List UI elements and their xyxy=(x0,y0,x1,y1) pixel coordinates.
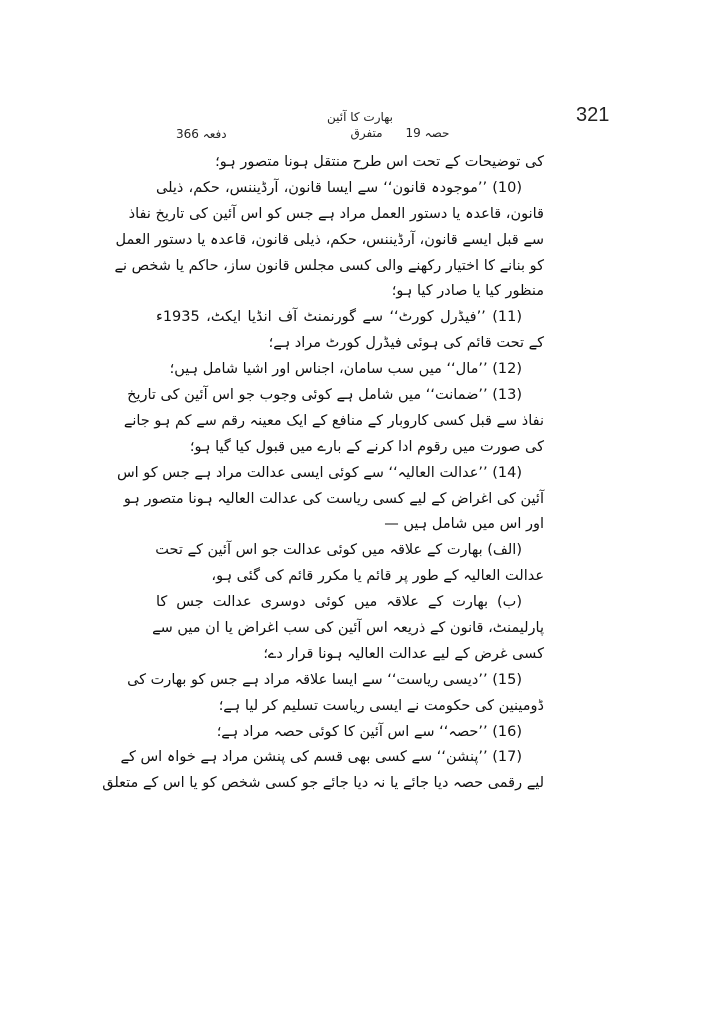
text-line: (13) ’’ضمانت‘‘ میں شامل ہے کوئی وجوب جو اس آئین کی تاریخ xyxy=(127,387,522,404)
text-line: (ب) بھارت کے علاقہ میں کوئی دوسری عدالت جس کا xyxy=(156,594,522,611)
text-line: (10) ’’موجودہ قانون‘‘ سے ایسا قانون، آرڈیننس، حکم، ذیلی xyxy=(156,179,522,196)
text-line: قانون، قاعدہ یا دستور العمل مراد ہے جس کو اس آئین کی تاریخ نفاذ xyxy=(128,205,544,222)
text-line: لیے رقمی حصہ دیا جائے یا نہ دیا جائے جو کسی شخص کو یا اس کے متعلق xyxy=(102,775,544,792)
text-line: (الف) بھارت کے علاقہ میں کوئی عدالت جو اس آئین کے تحت xyxy=(155,542,522,559)
text-line: (16) ’’حصہ‘‘ سے اس آئین کا کوئی حصہ مراد ہے؛ xyxy=(216,723,522,740)
text-line: پارلیمنٹ، قانون کے ذریعہ اس آئین کی سب اغراض یا ان میں سے xyxy=(152,620,544,637)
text-line: (12) ’’مال‘‘ میں سب سامان، اجناس اور اشیا شامل ہیں؛ xyxy=(169,361,522,378)
text-line: سے قبل ایسے قانون، آرڈیننس، حکم، ذیلی قانون، قاعدہ یا دستور العمل xyxy=(115,231,544,248)
text-line: کی توضیحات کے تحت اس طرح منتقل ہونا متصور ہو؛ xyxy=(215,154,544,170)
text-line: (15) ’’دیسی ریاست‘‘ سے ایسا علاقہ مراد ہے جس کو بھارت کی xyxy=(127,671,522,688)
text-line: اور اس میں شامل ہیں — xyxy=(384,516,544,533)
text-line: کو بنانے کا اختیار رکھنے والی کسی مجلس قانون ساز، حاکم یا شخص نے xyxy=(114,257,544,274)
text-line: (17) ’’پنشن‘‘ سے کسی بھی قسم کی پنشن مراد ہے خواہ اس کے xyxy=(120,749,522,766)
part-header xyxy=(340,126,460,140)
page-number: 321 xyxy=(576,104,610,126)
text-line: آئین کی اغراض کے لیے کسی ریاست کی عدالت العالیہ ہونا متصور ہو xyxy=(123,490,544,507)
part-subject: متفرق xyxy=(350,126,383,140)
running-title: بھارت کا آئین xyxy=(326,110,394,124)
body-text xyxy=(102,150,544,797)
text-line: کی صورت میں رقوم ادا کرنے کے بارے میں قبول کیا گیا ہو؛ xyxy=(189,438,544,455)
text-line: (11) ’’فیڈرل کورٹ‘‘ سے گورنمنٹ آف انڈیا ایکٹ، 1935ء xyxy=(156,309,522,326)
part-label: حصہ 19 xyxy=(405,126,450,140)
text-line: کسی غرض کے لیے عدالت العالیہ ہونا قرار دے؛ xyxy=(263,645,544,662)
text-line: کے تحت قائم کی ہوئی فیڈرل کورٹ مراد ہے؛ xyxy=(268,335,544,352)
text-line: نفاذ سے قبل کسی کاروبار کے منافع کے ایک معینہ رقم سے کم ہو جانے xyxy=(123,412,544,429)
text-line: ڈومینین کی حکومت نے ایسی ریاست تسلیم کر لیا ہے؛ xyxy=(218,697,544,714)
text-line: عدالت العالیہ کے طور پر قائم یا مکرر قائم کی گئی ہو، xyxy=(211,568,544,585)
text-line: منظور کیا یا صادر کیا ہو؛ xyxy=(391,283,544,300)
text-line: (14) ’’عدالت العالیہ‘‘ سے کوئی ایسی عدالت مراد ہے جس کو اس xyxy=(116,464,522,481)
section-label: دفعہ 366 xyxy=(176,127,227,141)
